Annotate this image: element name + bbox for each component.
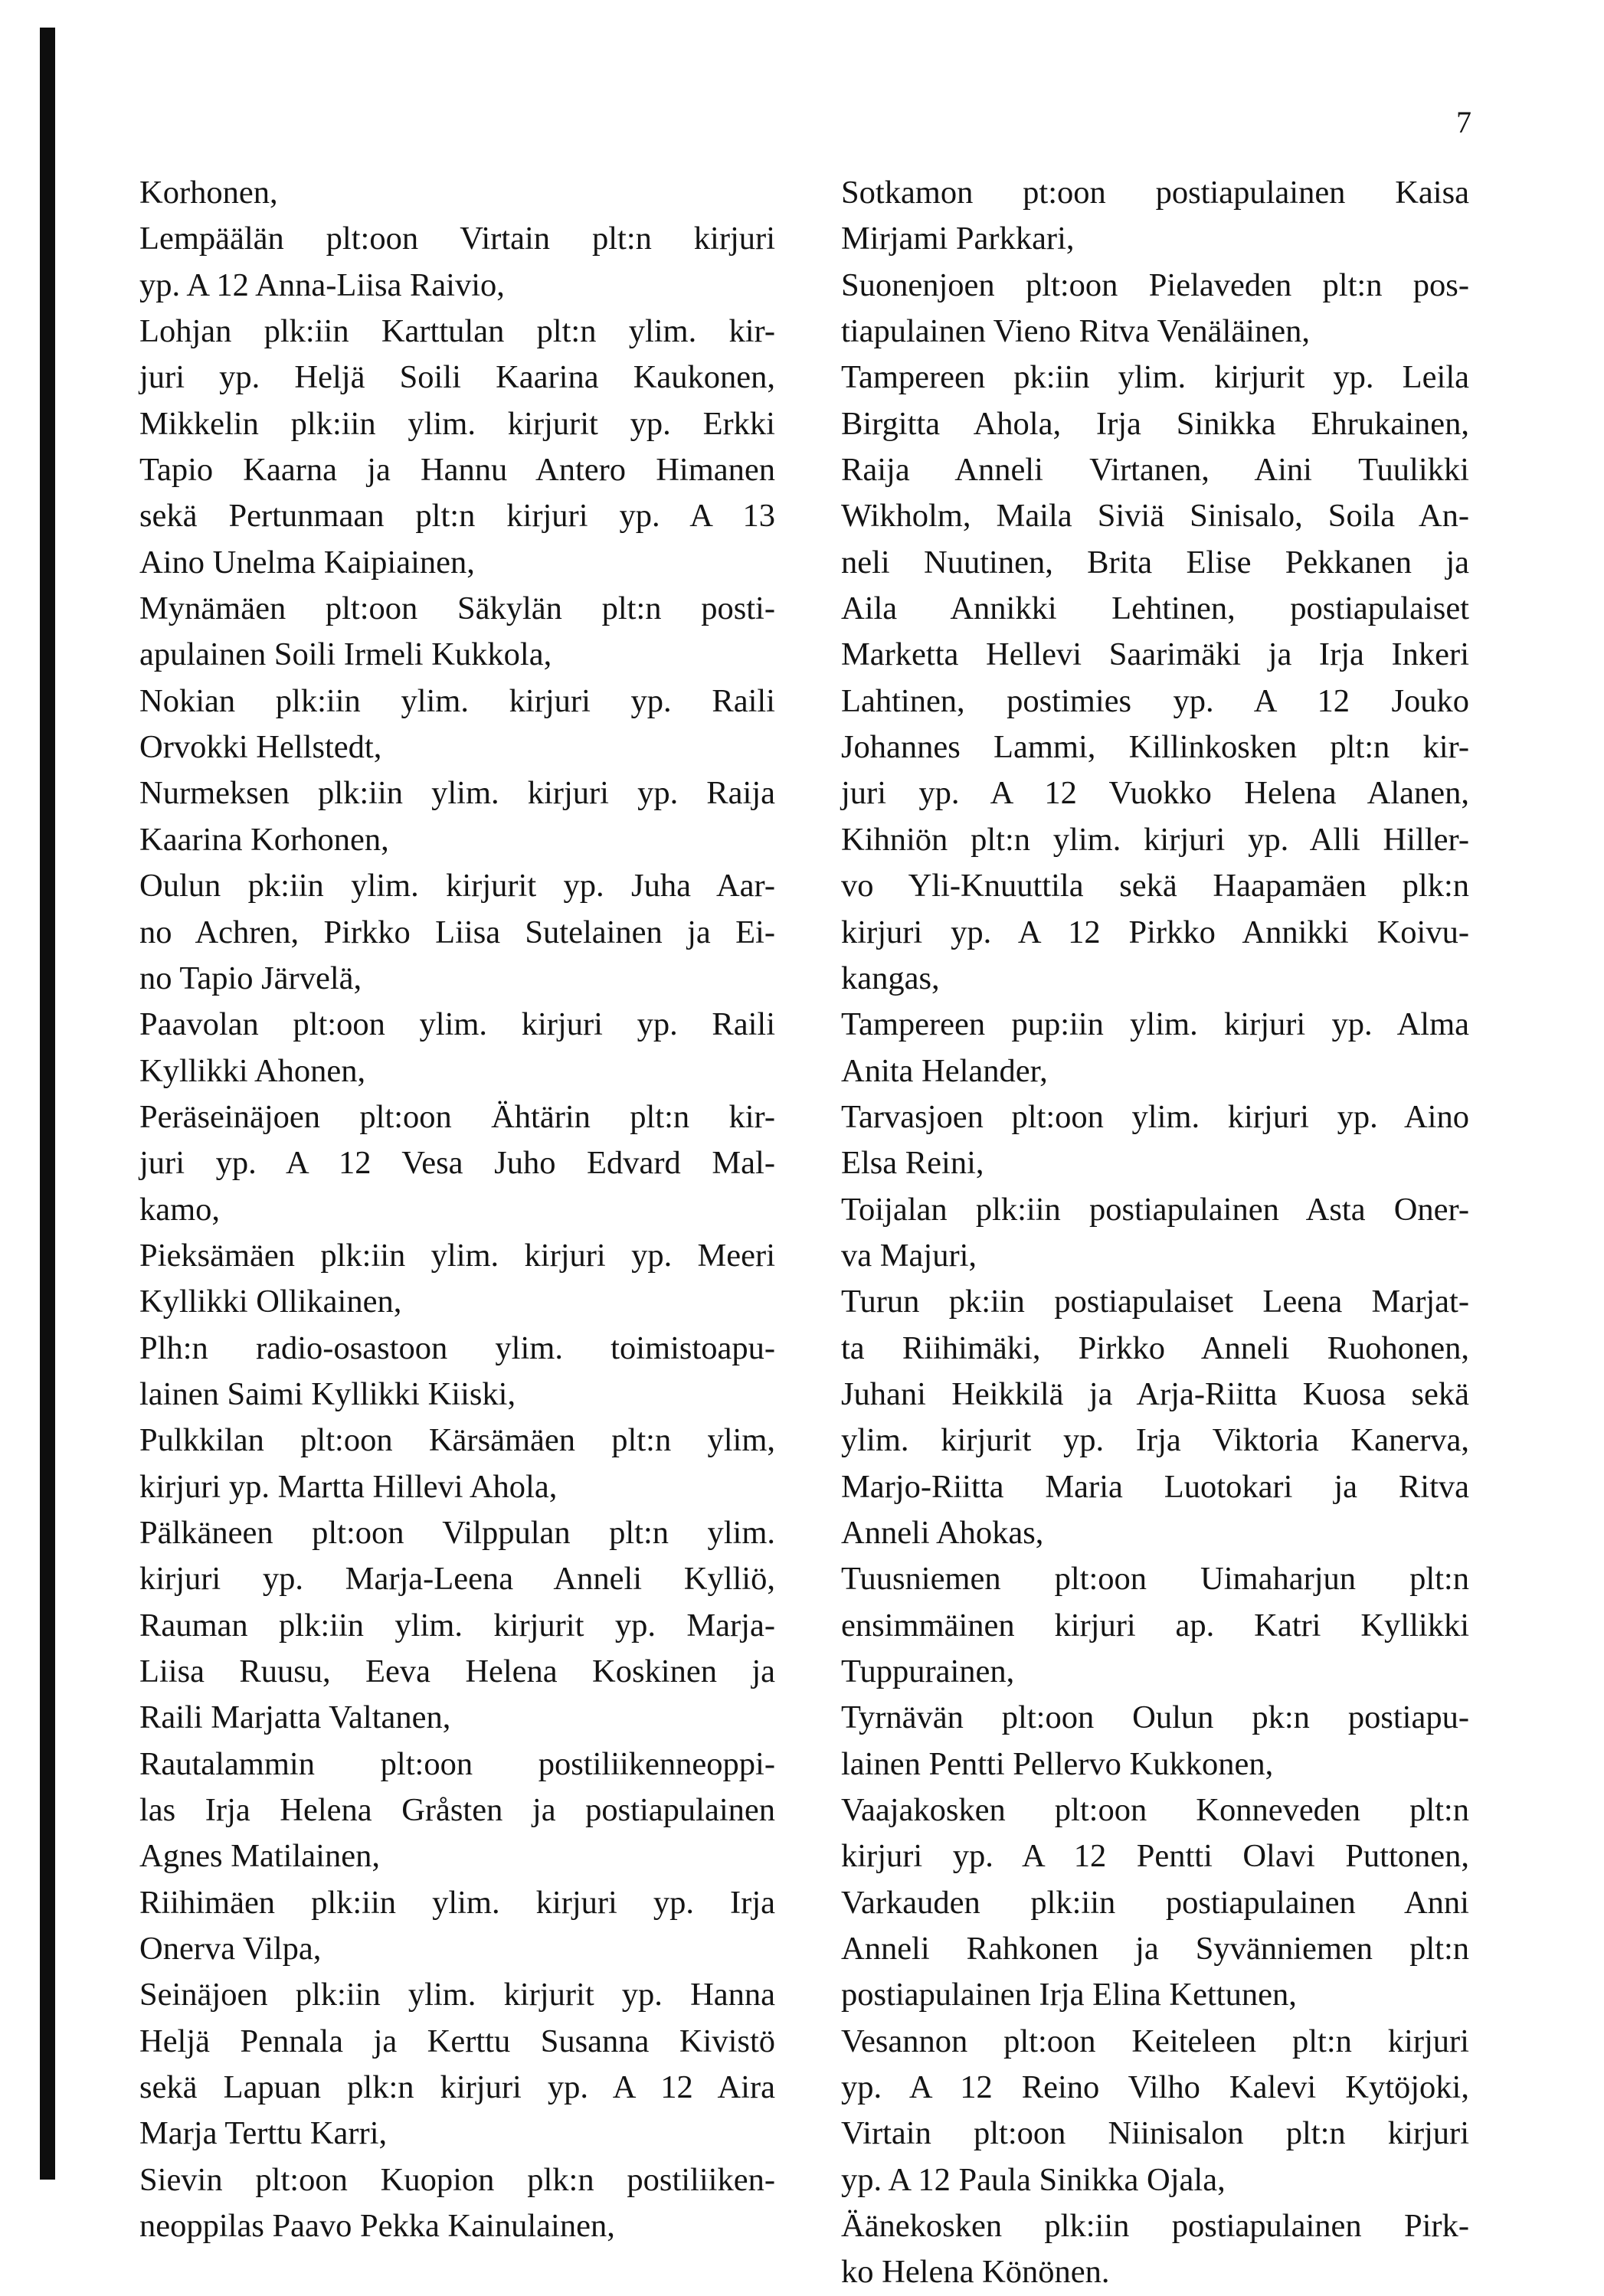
text-line: Paavolan plt:oon ylim. kirjuri yp. Raili bbox=[139, 1006, 775, 1043]
text-line: ensimmäinen kirjuri ap. Katri Kyllikki bbox=[841, 1607, 1469, 1644]
text-line: Sievin plt:oon Kuopion plk:n postiliiken- bbox=[139, 2161, 775, 2198]
text-line: ylim. kirjurit yp. Irja Viktoria Kanerva, bbox=[841, 1422, 1469, 1459]
text-line: apulainen Soili Irmeli Kukkola, bbox=[139, 636, 552, 673]
text-line: postiapulainen Irja Elina Kettunen, bbox=[841, 1977, 1297, 2013]
text-line: kamo, bbox=[139, 1191, 221, 1228]
text-line: Plh:n radio-osastoon ylim. toimistoapu- bbox=[139, 1330, 775, 1366]
text-line: Tuusniemen plt:oon Uimaharjun plt:n bbox=[841, 1561, 1469, 1598]
text-line: juri yp. A 12 Vesa Juho Edvard Mal- bbox=[139, 1145, 775, 1182]
text-line: Marketta Hellevi Saarimäki ja Irja Inkeri bbox=[841, 636, 1469, 673]
text-line: Birgitta Ahola, Irja Sinikka Ehrukainen, bbox=[841, 405, 1469, 442]
text-line: Nurmeksen plk:iin ylim. kirjuri yp. Raija bbox=[139, 775, 775, 812]
page-number: 7 bbox=[1456, 105, 1471, 139]
text-line: las Irja Helena Gråsten ja postiapulainen bbox=[139, 1792, 775, 1829]
text-line: juri yp. A 12 Vuokko Helena Alanen, bbox=[841, 775, 1469, 812]
text-line: Nokian plk:iin ylim. kirjuri yp. Raili bbox=[139, 682, 775, 719]
text-line: neli Nuutinen, Brita Elise Pekkanen ja bbox=[841, 544, 1469, 581]
scan-edge-bar bbox=[40, 28, 55, 2180]
text-line: kirjuri yp. Martta Hillevi Ahola, bbox=[139, 1468, 558, 1505]
text-line: kirjuri yp. A 12 Pentti Olavi Puttonen, bbox=[841, 1838, 1469, 1875]
text-line: Varkauden plk:iin postiapulainen Anni bbox=[841, 1884, 1469, 1921]
text-line: no Achren, Pirkko Liisa Sutelainen ja Ei- bbox=[139, 914, 775, 950]
text-line: Elsa Reini, bbox=[841, 1145, 984, 1182]
text-line: Anita Helander, bbox=[841, 1052, 1048, 1089]
text-line: Peräseinäjoen plt:oon Ähtärin plt:n kir- bbox=[139, 1098, 775, 1135]
text-line: Vaajakosken plt:oon Konneveden plt:n bbox=[841, 1792, 1469, 1829]
text-line: Mirjami Parkkari, bbox=[841, 221, 1075, 257]
text-line: Wikholm, Maila Siviä Sinisalo, Soila An- bbox=[841, 498, 1469, 535]
right-column bbox=[841, 170, 1469, 2296]
text-line: Tyrnävän plt:oon Oulun pk:n postiapu- bbox=[841, 1699, 1469, 1736]
text-line: Anneli Ahokas, bbox=[841, 1514, 1044, 1551]
text-line: Heljä Pennala ja Kerttu Susanna Kivistö bbox=[139, 2023, 775, 2059]
text-line: lainen Pentti Pellervo Kukkonen, bbox=[841, 1745, 1274, 1782]
text-line: kirjuri yp. A 12 Pirkko Annikki Koivu- bbox=[841, 914, 1469, 950]
text-line: Vesannon plt:oon Keiteleen plt:n kirjuri bbox=[841, 2023, 1469, 2059]
text-line: Aila Annikki Lehtinen, postiapulaiset bbox=[841, 590, 1469, 627]
text-line: Raili Marjatta Valtanen, bbox=[139, 1699, 451, 1736]
text-line: Johannes Lammi, Killinkosken plt:n kir- bbox=[841, 729, 1469, 766]
text-line: Orvokki Hellstedt, bbox=[139, 729, 382, 766]
text-line: yp. A 12 Anna-Liisa Raivio, bbox=[139, 267, 505, 303]
text-line: Tampereen pk:iin ylim. kirjurit yp. Leila bbox=[841, 359, 1469, 396]
text-line: Seinäjoen plk:iin ylim. kirjurit yp. Hanna bbox=[139, 1977, 775, 2013]
text-line: Mikkelin plk:iin ylim. kirjurit yp. Erkki bbox=[139, 405, 775, 442]
text-line: va Majuri, bbox=[841, 1237, 977, 1274]
text-line: Marjo-Riitta Maria Luotokari ja Ritva bbox=[841, 1468, 1469, 1505]
text-line: Virtain plt:oon Niinisalon plt:n kirjuri bbox=[841, 2115, 1469, 2152]
text-line: Lohjan plk:iin Karttulan plt:n ylim. kir- bbox=[139, 313, 775, 350]
text-line: kangas, bbox=[841, 960, 940, 996]
text-line: Turun pk:iin postiapulaiset Leena Marjat- bbox=[841, 1284, 1469, 1320]
text-line: Äänekosken plk:iin postiapulainen Pirk- bbox=[841, 2208, 1469, 2245]
text-line: neoppilas Paavo Pekka Kainulainen, bbox=[139, 2208, 615, 2245]
text-line: Riihimäen plk:iin ylim. kirjuri yp. Irja bbox=[139, 1884, 775, 1921]
text-line: Aino Unelma Kaipiainen, bbox=[139, 544, 475, 581]
text-line: Lahtinen, postimies yp. A 12 Jouko bbox=[841, 682, 1469, 719]
text-line: Kyllikki Ahonen, bbox=[139, 1052, 366, 1089]
text-line: Pieksämäen plk:iin ylim. kirjuri yp. Meeri bbox=[139, 1237, 775, 1274]
text-line: Kihniön plt:n ylim. kirjuri yp. Alli Hiller- bbox=[841, 821, 1469, 858]
text-line: Liisa Ruusu, Eeva Helena Koskinen ja bbox=[139, 1653, 775, 1689]
text-line: Suonenjoen plt:oon Pielaveden plt:n pos- bbox=[841, 267, 1469, 303]
text-line: Rautalammin plt:oon postiliikenneoppi- bbox=[139, 1745, 775, 1782]
text-line: Tampereen pup:iin ylim. kirjuri yp. Alma bbox=[841, 1006, 1469, 1043]
text-line: Mynämäen plt:oon Säkylän plt:n posti- bbox=[139, 590, 775, 627]
text-line: juri yp. Heljä Soili Kaarina Kaukonen, bbox=[139, 359, 775, 396]
text-line: Juhani Heikkilä ja Arja-Riitta Kuosa sekä bbox=[841, 1375, 1469, 1412]
text-line: ko Helena Könönen. bbox=[841, 2254, 1110, 2291]
text-line: lainen Saimi Kyllikki Kiiski, bbox=[139, 1375, 516, 1412]
text-line: Toijalan plk:iin postiapulainen Asta Oner- bbox=[841, 1191, 1469, 1228]
text-line: Oulun pk:iin ylim. kirjurit yp. Juha Aar- bbox=[139, 868, 775, 904]
text-line: yp. A 12 Reino Vilho Kalevi Kytöjoki, bbox=[841, 2069, 1469, 2106]
text-line: sekä Pertunmaan plt:n kirjuri yp. A 13 bbox=[139, 498, 775, 535]
text-line: kirjuri yp. Marja-Leena Anneli Kylliö, bbox=[139, 1561, 775, 1598]
text-line: no Tapio Järvelä, bbox=[139, 960, 362, 996]
text-line: Pälkäneen plt:oon Vilppulan plt:n ylim. bbox=[139, 1514, 775, 1551]
text-line: Sotkamon pt:oon postiapulainen Kaisa bbox=[841, 175, 1469, 211]
text-line: Onerva Vilpa, bbox=[139, 1931, 322, 1967]
left-column bbox=[139, 170, 775, 2249]
text-line: Marja Terttu Karri, bbox=[139, 2115, 388, 2152]
text-line: vo Yli-Knuuttila sekä Haapamäen plk:n bbox=[841, 868, 1469, 904]
text-line: Agnes Matilainen, bbox=[139, 1838, 380, 1875]
text-line: tiapulainen Vieno Ritva Venäläinen, bbox=[841, 313, 1310, 350]
text-line: Kyllikki Ollikainen, bbox=[139, 1284, 402, 1320]
text-line: Anneli Rahkonen ja Syvänniemen plt:n bbox=[841, 1931, 1469, 1967]
text-line: Raija Anneli Virtanen, Aini Tuulikki bbox=[841, 452, 1469, 489]
text-line: Kaarina Korhonen, bbox=[139, 821, 389, 858]
text-line: Korhonen, bbox=[139, 175, 278, 211]
text-line: Tuppurainen, bbox=[841, 1653, 1015, 1689]
text-line: Tarvasjoen plt:oon ylim. kirjuri yp. Aino bbox=[841, 1098, 1469, 1135]
text-line: yp. A 12 Paula Sinikka Ojala, bbox=[841, 2161, 1226, 2198]
text-line: sekä Lapuan plk:n kirjuri yp. A 12 Aira bbox=[139, 2069, 775, 2106]
text-line: Rauman plk:iin ylim. kirjurit yp. Marja- bbox=[139, 1607, 775, 1644]
text-line: Lempäälän plt:oon Virtain plt:n kirjuri bbox=[139, 221, 775, 257]
text-line: ta Riihimäki, Pirkko Anneli Ruohonen, bbox=[841, 1330, 1469, 1366]
text-line: Pulkkilan plt:oon Kärsämäen plt:n ylim, bbox=[139, 1422, 775, 1459]
text-line: Tapio Kaarna ja Hannu Antero Himanen bbox=[139, 452, 775, 489]
